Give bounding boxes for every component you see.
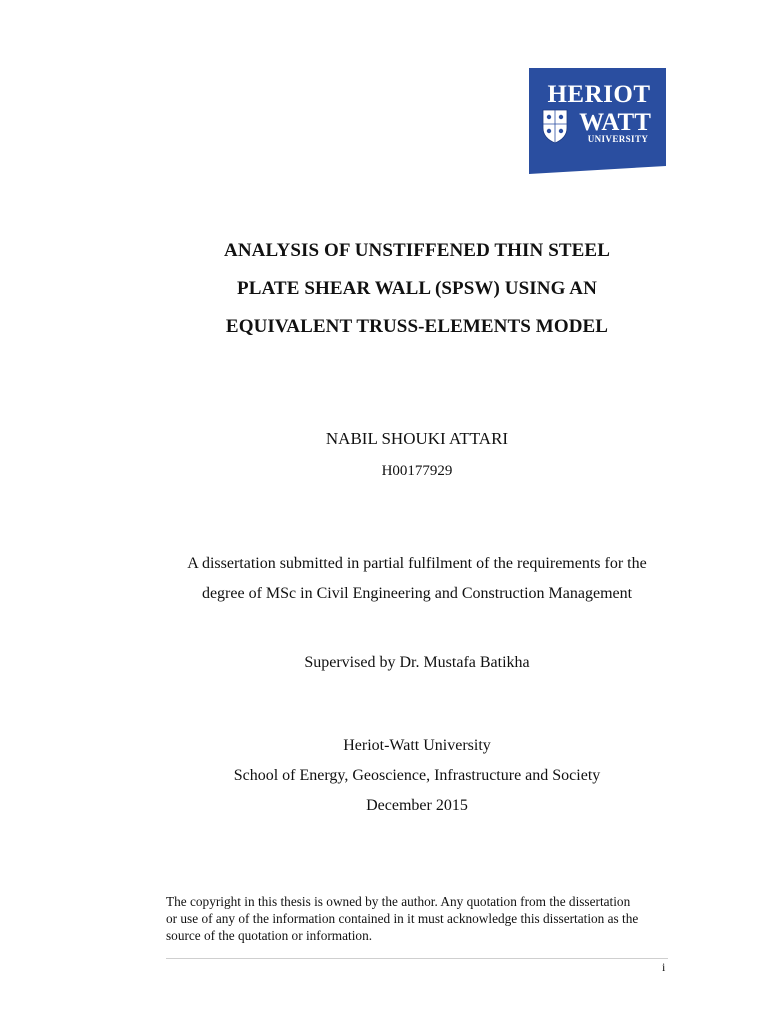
university-name: Heriot-Watt University	[343, 737, 491, 754]
submission-date: December 2015	[366, 797, 468, 814]
copyright-notice	[166, 893, 671, 944]
supervisor: Supervised by Dr. Mustafa Batikha	[304, 654, 530, 671]
university-logo	[529, 68, 666, 174]
title-line: PLATE SHEAR WALL (SPSW) USING AN	[237, 278, 597, 299]
title-line: ANALYSIS OF UNSTIFFENED THIN STEEL	[224, 240, 610, 261]
logo-line2: WATT	[579, 109, 651, 136]
copyright-line: or use of any of the information contained in it must acknowledge this dissertation as the	[166, 911, 639, 926]
page-number: i	[662, 960, 666, 974]
thesis-title	[0, 232, 768, 346]
dissertation-line: degree of MSc in Civil Engineering and Construction Management	[201, 585, 633, 602]
footer-divider	[166, 958, 668, 959]
dissertation-statement	[0, 549, 768, 609]
dissertation-line: A dissertation submitted in partial fulfilment of the requirements for the	[187, 555, 647, 572]
institution	[0, 731, 768, 821]
author-name: NABIL SHOUKI ATTARI	[325, 429, 509, 448]
logo-line3: UNIVERSITY	[587, 134, 649, 144]
student-id: H00177929	[381, 463, 453, 479]
title-line: EQUIVALENT TRUSS-ELEMENTS MODEL	[225, 316, 609, 337]
copyright-line: The copyright in this thesis is owned by the author. Any quotation from the dissertation	[166, 894, 631, 909]
school-name: School of Energy, Geoscience, Infrastructure and Society	[233, 767, 601, 784]
copyright-line: source of the quotation or information.	[166, 928, 373, 943]
logo-line1: HERIOT	[547, 81, 651, 108]
